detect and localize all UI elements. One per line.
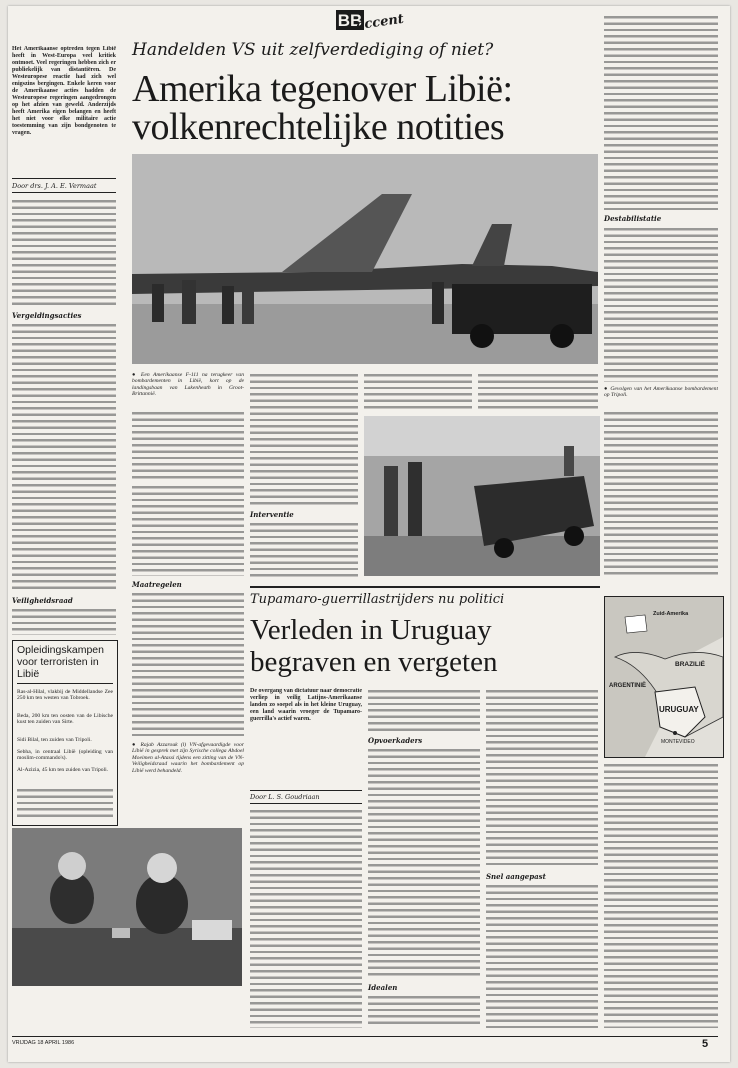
article-body-text xyxy=(250,808,362,1028)
aircraft-photo-graphic xyxy=(132,154,598,364)
page-number: 5 xyxy=(702,1038,709,1050)
article-body-text xyxy=(604,226,718,382)
article-body-text xyxy=(12,198,116,308)
article-body-text xyxy=(604,762,718,1028)
uruguay-byline: Door L. S. Goudriaan xyxy=(250,793,320,801)
divider xyxy=(250,586,600,588)
section-label: accent xyxy=(355,11,405,34)
footer-date: VRIJDAG 18 APRIL 1986 xyxy=(12,1040,75,1046)
sidebar-item: Beda, 200 km ten oosten van de Libische kust ten zuiden van Sirte. xyxy=(17,713,113,726)
divider xyxy=(17,683,113,684)
divider xyxy=(12,192,116,193)
article-body-text xyxy=(250,521,358,579)
divider xyxy=(250,790,362,791)
article-body-text xyxy=(12,607,116,635)
article-body-text xyxy=(604,410,718,578)
sidebar-box xyxy=(12,640,118,826)
subhead-vergeldingsacties: Vergeldingsacties xyxy=(12,311,82,320)
sidebar-title: Opleidingskampen voor terroristen in Libië xyxy=(17,644,104,680)
photo-f111-aircraft xyxy=(132,154,598,364)
masthead-logo xyxy=(334,8,404,34)
newspaper-page xyxy=(8,6,730,1062)
divider xyxy=(250,803,362,804)
article-body-text xyxy=(368,747,480,979)
photo-tripoli-damage xyxy=(364,416,600,576)
article-body-text xyxy=(12,322,116,592)
article-body-text xyxy=(250,372,358,506)
article-body-text xyxy=(486,883,598,1028)
map-label-argentinie: ARGENTINIË xyxy=(609,683,647,689)
libya-byline: Door drs. J. A. E. Vermaat xyxy=(12,182,97,190)
subhead-maatregelen: Maatregelen xyxy=(132,580,182,589)
subhead-destabilisatie: Destabilistatie xyxy=(604,214,662,223)
map-uruguay xyxy=(604,596,724,758)
map-label-brazilie: BRAZILIË xyxy=(675,661,705,668)
libya-kicker: Handelden VS uit zelfverdediging of niet? xyxy=(132,40,494,60)
sidebar-item: Ras-al-Hilal, vlakbij de Middellandse Zee 250 km ten westen van Tobroek. xyxy=(17,689,113,702)
article-body-text xyxy=(368,994,480,1028)
photo3-caption: ● Gevolgen van het Amerikaanse bombardement op Tripoli. xyxy=(604,386,718,399)
article-body-text xyxy=(368,688,480,732)
article-body-text xyxy=(364,372,472,412)
sidebar-item: Al-Azizia, 45 km ten zuiden van Tripoli. xyxy=(17,767,109,773)
libya-lead: Het Amerikaanse optreden tegen Libië heeft in West-Europa veel kritiek ontmoet. Veel regeringen hebben zich er publiekelijk van distantiëren. De Westeuropese reactie had zich wel enigszins bergingen. Enkele keren voor de Amerikaanse acties hadden de Westeuropese regeringen aangedrongen op het afzien van geweld. Anderzijds heeft Amerika eigen belangen en heeft het niet voor elke militaire actie toestemming van zijn bondgenoten te vragen. xyxy=(12,46,116,136)
photo-un-security-council xyxy=(12,828,242,986)
article-body-text xyxy=(478,372,598,412)
uruguay-headline: Verleden in Uruguay begraven en vergeten xyxy=(250,614,498,678)
map-label-uruguay: URUGUAY xyxy=(659,705,699,714)
footer-rule xyxy=(12,1036,718,1037)
article-body-text xyxy=(17,787,113,821)
photo-graphic xyxy=(12,828,242,986)
article-body-text xyxy=(604,14,718,210)
svg-text:BB: BB xyxy=(337,11,363,30)
photo-caption: ● Een Amerikaanse F-111 na terugkeer van bombardementen in Libië, kort op de landingsbaan van Lakenheath in Groot-Brittannië. xyxy=(132,372,244,398)
article-body-text xyxy=(132,410,244,480)
article-body-text xyxy=(132,484,244,576)
sidebar-item: Sidi Bilal, ten zuiden van Tripoli. xyxy=(17,737,92,743)
subhead-idealen: Idealen xyxy=(368,983,398,992)
photo2-caption: ● Rajab Azzarouk (l) VN-afgevaardigde voor Libië in gesprek met zijn Syrische collega Abdoel Moeimen al-Atassi tijdens een zitting van de VN-Veiligheidsraad waarin het bombardement op Libië werd behandeld. xyxy=(132,742,244,774)
subhead-interventie: Interventie xyxy=(250,510,294,519)
uruguay-kicker: Tupamaro-guerrillastrijders nu politici xyxy=(250,592,505,607)
divider xyxy=(12,178,116,179)
article-body-text xyxy=(486,688,598,868)
subhead-veiligheidsraad: Veiligheidsraad xyxy=(12,596,73,605)
map-label-zuid-amerika: Zuid-Amerika xyxy=(653,611,689,617)
uruguay-lead: De overgang van dictatuur naar democratie verliep in veilig Latijns-Amerikaanse landen zo soepel als in het kleine Uruguay, een land waarin vroeger de Tupamaro-guerrilla's actief waren. xyxy=(250,688,362,722)
subhead-opvoerkaders: Opvoerkaders xyxy=(368,736,423,745)
article-body-text xyxy=(132,591,244,739)
map-label-montevideo: MONTEVIDEO xyxy=(661,739,695,745)
subhead-snel-aangepast: Snel aangepast xyxy=(486,872,546,881)
sidebar-item: Sebha, in centraal Libië (opleiding van moslim-commando's). xyxy=(17,749,113,762)
libya-headline: Amerika tegenover Libië: volkenrechtelijke notities xyxy=(132,68,513,148)
map-graphic xyxy=(605,597,723,757)
street-photo-graphic xyxy=(364,416,600,576)
